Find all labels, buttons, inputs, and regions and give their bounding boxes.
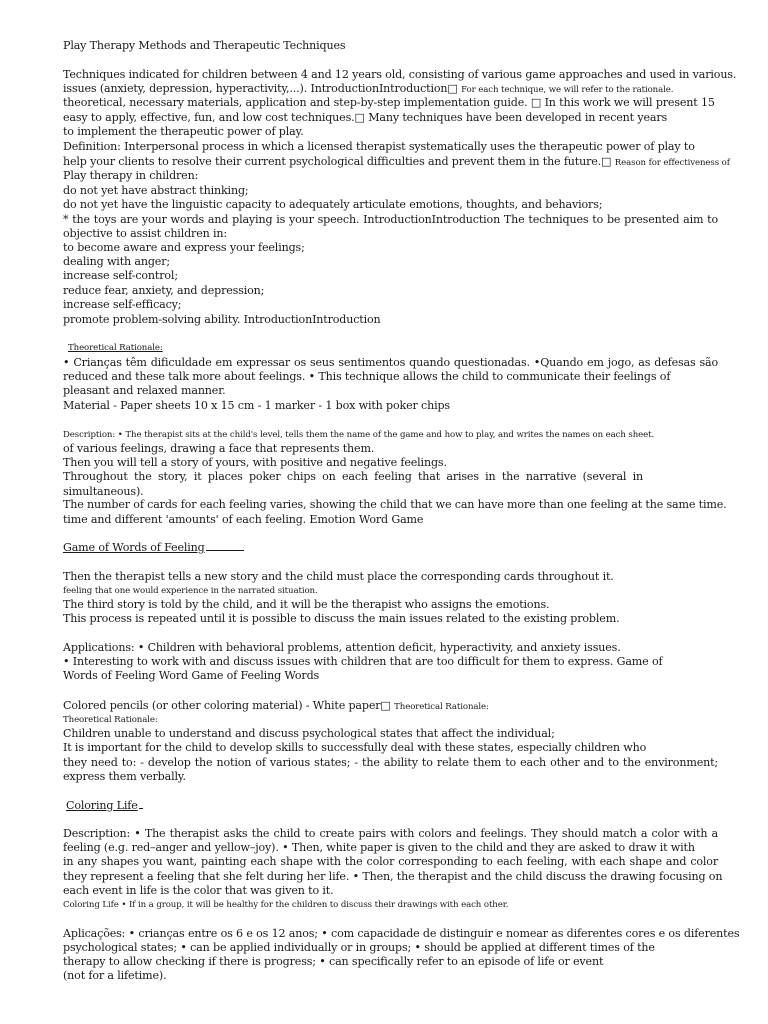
coloring-rationale-line: express them verbally.: [63, 770, 186, 783]
objective-item: increase self-control;: [63, 269, 178, 282]
objective-item: promote problem-solving ability. IntroductionIntroduction: [63, 313, 381, 326]
intro-line: to implement the therapeutic power of play.: [63, 125, 304, 138]
objective-item: reduce fear, anxiety, and depression;: [63, 284, 265, 297]
definition-line: help your clients to resolve their current psychological difficulties and prevent them in the future.□ Reason for effectiveness of: [63, 155, 730, 168]
game-line: Then the therapist tells a new story and the child must place the corresponding cards throughout it.: [63, 570, 614, 583]
intro-line: objective to assist children in:: [63, 227, 227, 240]
objective-item: increase self-efficacy;: [63, 298, 182, 311]
description-line: Throughout the story, it places poker chips on each feeling that arises in the narrative (several in: [63, 470, 643, 483]
coloring-applications-line: therapy to allow checking if there is progress; • can specifically refer to an episode of life or event: [63, 955, 604, 968]
coloring-applications-line: Aplicações: • crianças entre os 6 e os 12 anos; • com capacidade de distinguir e nomear as diferentes cores e os diferentes: [63, 927, 740, 940]
section-heading-coloring: Coloring Life: [66, 799, 143, 813]
applications-line: Words of Feeling Word Game of Feeling Words: [63, 669, 320, 682]
coloring-rationale-line: Children unable to understand and discuss psychological states that affect the individual;: [63, 727, 555, 740]
intro-line: Techniques indicated for children between 4 and 12 years old, consisting of various game approaches and used in various.: [63, 68, 737, 81]
coloring-applications-line: (not for a lifetime).: [63, 969, 167, 982]
coloring-rationale-line: It is important for the child to develop skills to successfully deal with these states, especially children who: [63, 741, 647, 754]
section-heading-rationale: Theoretical Rationale:: [68, 343, 163, 353]
coloring-small-note: Coloring Life • If in a group, it will be healthy for the children to discuss their drawings with each other.: [63, 900, 509, 910]
coloring-applications-line: psychological states; • can be applied individually or in groups; • should be applied at different times of the: [63, 941, 655, 954]
description-line: time and different 'amounts' of each feeling. Emotion Word Game: [63, 513, 424, 526]
coloring-description-line: in any shapes you want, painting each shape with the color corresponding to each feeling, with each shape and color: [63, 855, 718, 868]
section-heading-game: Game of Words of Feeling: [63, 541, 244, 555]
description-line: Then you will tell a story of yours, with positive and negative feelings.: [63, 456, 447, 469]
intro-line: theoretical, necessary materials, application and step-by-step implementation guide. □ In this work we will present 15: [63, 96, 715, 109]
intro-line: Play therapy in children:: [63, 169, 199, 182]
description-line: of various feelings, drawing a face that represents them.: [63, 442, 375, 455]
game-line: The third story is told by the child, and it will be the therapist who assigns the emotions.: [63, 598, 550, 611]
description-line: The number of cards for each feeling varies, showing the child that we can have more than one feeling at the same time.: [63, 498, 727, 511]
coloring-description-line: each event in life is the color that was given to it.: [63, 884, 334, 897]
applications-line: • Interesting to work with and discuss issues with children that are too difficult for them to express. Game of: [63, 655, 663, 668]
coloring-rationale-heading: Theoretical Rationale:: [63, 715, 158, 725]
effectiveness-note: Reason for effectiveness of: [614, 158, 730, 168]
intro-line: * the toys are your words and playing is your speech. IntroductionIntroduction The techniques to be presented aim to: [63, 213, 718, 226]
intro-small-note: For each technique, we will refer to the rationale.: [461, 85, 674, 95]
description-line: simultaneous).: [63, 485, 144, 498]
coloring-description-line: Description: • The therapist asks the child to create pairs with colors and feelings. They should match a color with a: [63, 827, 718, 840]
rationale-line: reduced and these talk more about feelings. • This technique allows the child to communicate their feelings of: [63, 370, 671, 383]
intro-line: issues (anxiety, depression, hyperactivity,...). IntroductionIntroduction□ For each technique, we will refer to the rationale.: [63, 82, 674, 95]
intro-line: do not yet have the linguistic capacity to adequately articulate emotions, thoughts, and behaviors;: [63, 198, 603, 211]
rationale-line: • Crianças têm dificuldade em expressar os seus sentimentos quando questionadas. •Quando em jogo, as defesas são: [63, 356, 718, 369]
definition-line: Definition: Interpersonal process in which a licensed therapist systematically uses the therapeutic power of play to: [63, 140, 695, 153]
applications-line: Applications: • Children with behavioral problems, attention deficit, hyperactivity, and anxiety issues.: [63, 641, 621, 654]
rationale-line: pleasant and relaxed manner.: [63, 384, 226, 397]
coloring-materials: Colored pencils (or other coloring material) - White paper□ Theoretical Rationale:: [63, 699, 489, 712]
description-lead: Description: • The therapist sits at the child's level, tells them the name of the game and how to play, and writes the names on each sheet.: [63, 430, 655, 440]
materials-line: Material - Paper sheets 10 x 15 cm - 1 marker - 1 box with poker chips: [63, 399, 450, 412]
objective-item: dealing with anger;: [63, 255, 170, 268]
document-title: Play Therapy Methods and Therapeutic Techniques: [63, 39, 346, 52]
coloring-description-line: they represent a feeling that she felt during her life. • Then, the therapist and the child discuss the drawing focusing on: [63, 870, 723, 883]
game-small-note: feeling that one would experience in the narrated situation.: [63, 586, 318, 596]
intro-line: easy to apply, effective, fun, and low cost techniques.□ Many techniques have been developed in recent years: [63, 111, 668, 124]
game-line: This process is repeated until it is possible to discuss the main issues related to the existing problem.: [63, 612, 620, 625]
objective-item: to become aware and express your feelings;: [63, 241, 305, 254]
coloring-description-line: feeling (e.g. red–anger and yellow–joy). • Then, white paper is given to the child and they are asked to draw it with: [63, 841, 695, 854]
intro-line: do not yet have abstract thinking;: [63, 184, 249, 197]
coloring-rationale-line: they need to: - develop the notion of various states; - the ability to relate them to each other and to the environment;: [63, 756, 718, 769]
